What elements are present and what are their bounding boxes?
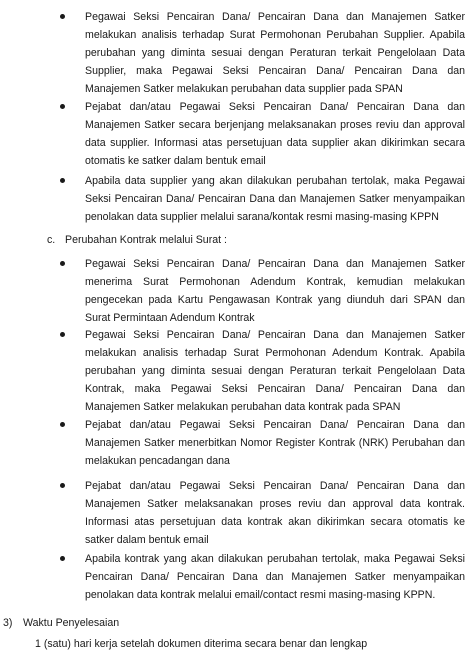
list-item-text: Pegawai Seksi Pencairan Dana/ Pencairan Dana dan Manajemen Satker menerima Surat Permohonan Adendum Kontrak, kemudian melakukan pengecekan pada Kartu Pengawasan Kontrak yang diunduh dari SPAN dan Surat Permintaan Adendum Kontrak: [85, 258, 465, 324]
bullet-icon: [60, 422, 65, 427]
bullet-icon: [60, 556, 65, 561]
section-3-title: Waktu Penyelesaian: [23, 617, 120, 629]
bullet-icon: [60, 104, 65, 109]
bullet-icon: [60, 178, 65, 183]
list-item-text: Pejabat dan/atau Pegawai Seksi Pencairan Dana/ Pencairan Dana dan Manajemen Satker menerbitkan Nomor Register Kontrak (NRK) Perubahan dan melakukan pencadangan dana: [85, 419, 465, 467]
list-item-text: Pejabat dan/atau Pegawai Seksi Pencairan Dana/ Pencairan Dana dan Manajemen Satker secara berjenjang melaksanakan proses reviu dan approval data supplier. Informasi atas persetujuan data supplier akan dikirimkan secara otomatis ke satker dalam bentuk email: [85, 101, 465, 167]
list-item-text: Pegawai Seksi Pencairan Dana/ Pencairan Dana dan Manajemen Satker melakukan analisis terhadap Surat Permohonan Perubahan Supplier. Apabila perubahan yang diminta sesuai dengan Peraturan terkait Pengelolaan Data Supplier, maka Pegawai Seksi Pencairan Dana/ Pencairan Dana dan Manajemen Satker melakukan perubahan data supplier pada SPAN: [85, 11, 465, 95]
list-item-text: Pegawai Seksi Pencairan Dana/ Pencairan Dana dan Manajemen Satker melakukan analisis terhadap Surat Permohonan Adendum Kontrak. Apabila perubahan yang diminta sesuai dengan Peraturan terkait Pengelolaan Data Kontrak, maka Pegawai Seksi Pencairan Dana/ Pencairan Dana dan Manajemen Satker melakukan perubahan data kontrak pada SPAN: [85, 329, 465, 413]
section-3-body: 1 (satu) hari kerja setelah dokumen diterima secara benar dan lengkap: [35, 638, 368, 650]
section-c-title: Perubahan Kontrak melalui Surat :: [65, 234, 227, 246]
bullet-icon: [60, 261, 65, 266]
section-c-marker: c.: [47, 234, 56, 246]
section-c-heading: [47, 231, 227, 249]
section-3-marker: 3): [3, 617, 13, 629]
list-item-text: Apabila data supplier yang akan dilakukan perubahan tertolak, maka Pegawai Seksi Pencairan Dana/ Pencairan Dana dan Manajemen Satker menyampaikan penolakan data supplier melalui sarana/kontak resmi masing-masing KPPN: [85, 175, 465, 223]
bullet-icon: [60, 483, 65, 488]
bullet-icon: [60, 332, 65, 337]
section-3-heading: [3, 614, 119, 632]
list-item-text: Apabila kontrak yang akan dilakukan perubahan tertolak, maka Pegawai Seksi Pencairan Dana/ Pencairan Dana dan Manajemen Satker menyampaikan penolakan data kontrak melalui email/contact resmi masing-masing KPPN.: [85, 553, 465, 601]
bullet-icon: [60, 14, 65, 19]
list-item-text: Pejabat dan/atau Pegawai Seksi Pencairan Dana/ Pencairan Dana dan Manajemen Satker melaksanakan proses reviu dan approval data kontrak. Informasi atas persetujuan data kontrak akan dikirimkan secara otomatis ke satker dalam bentuk email: [85, 480, 465, 546]
